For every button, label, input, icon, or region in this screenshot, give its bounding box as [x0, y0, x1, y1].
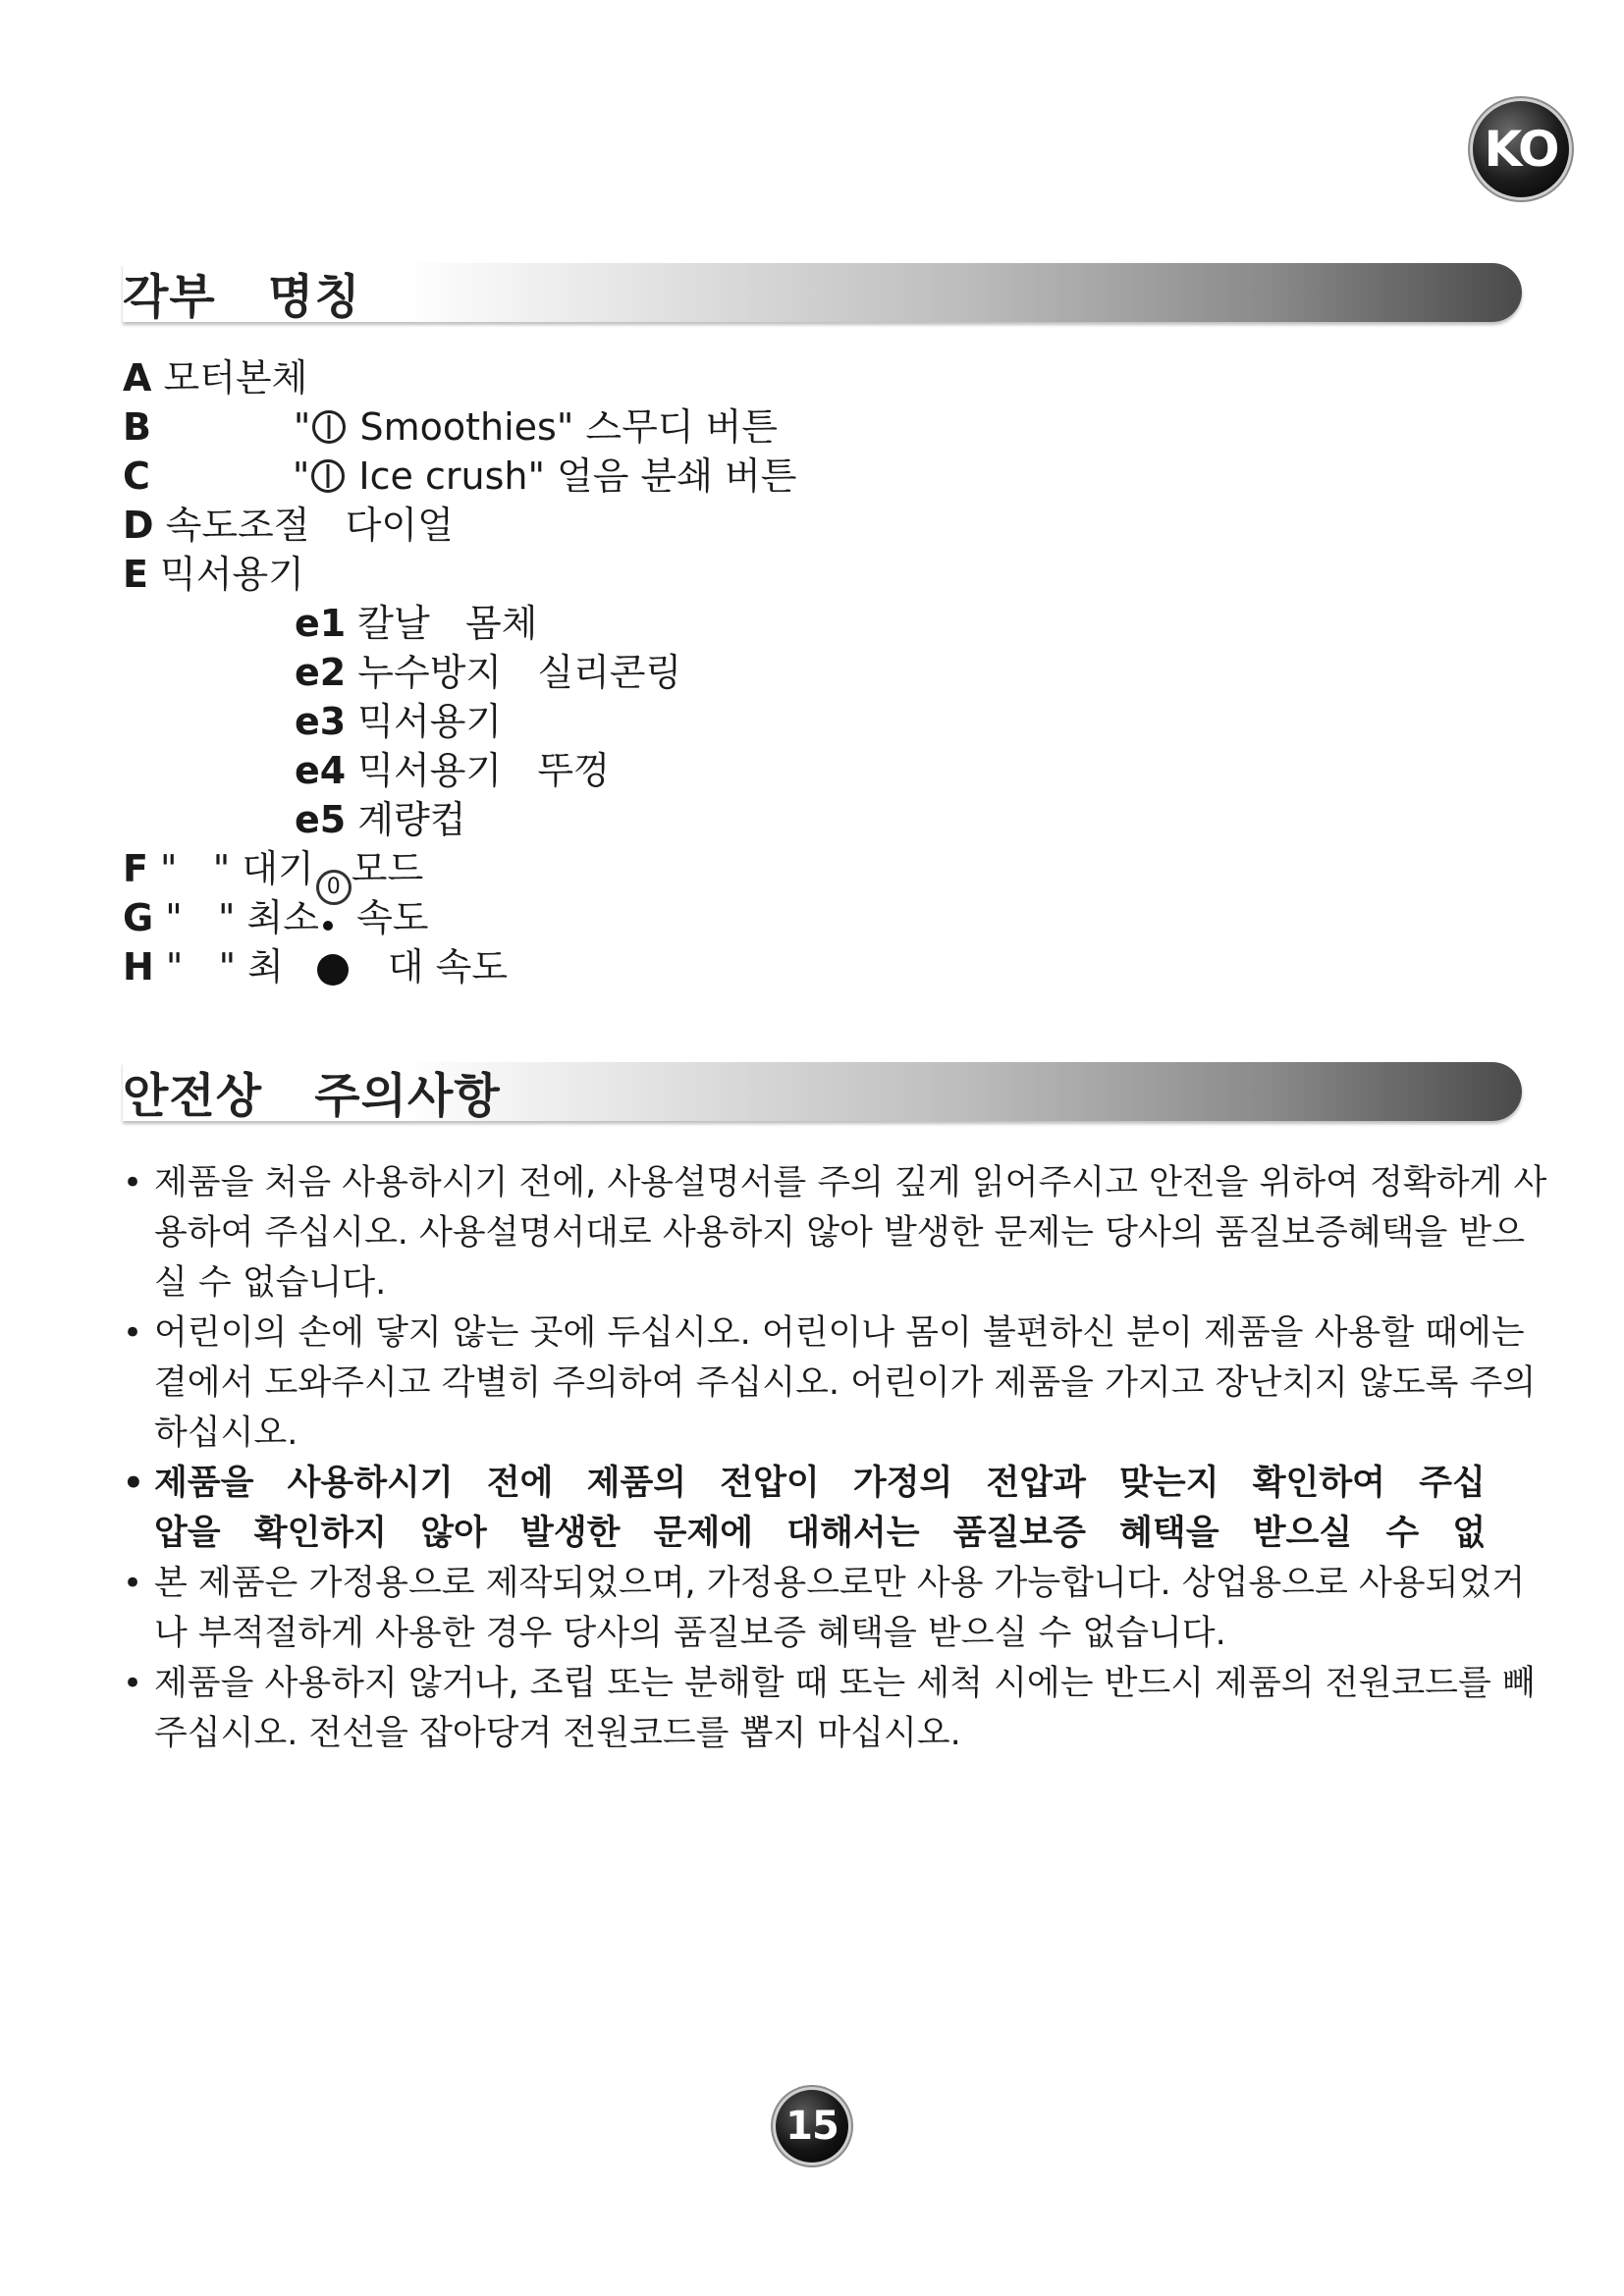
part-text: 속도	[344, 896, 429, 939]
page-number: 15	[776, 2090, 848, 2163]
part-quote: " " 최	[153, 945, 284, 988]
part-row-c	[123, 452, 1399, 501]
blade-icon	[311, 459, 345, 493]
part-letter: e5	[295, 798, 347, 841]
part-row-d	[123, 501, 1399, 550]
part-text: 믹서용기 뚜껑	[346, 749, 610, 792]
safety-bold-line: • 제품을 사용하시기 전에 제품의 전압이 가정의 전압과 맞는지 확인하여 주십	[154, 1464, 1486, 1503]
part-row-e2	[123, 648, 1399, 697]
part-row-f	[123, 844, 1399, 899]
safety-bullet: • 제품을 처음 사용하시기 전에, 사용설명서를 주의 깊게 읽어주시고 안전을 위하여 정확하게 사용하여 주십시오. 사용설명서대로 사용하지 않아 발생한 문제는 당사의 품질보증혜택을 받으실 수 없습니다.	[123, 1158, 1548, 1308]
large-dot-icon	[317, 954, 349, 986]
section-header-parts	[123, 263, 1522, 325]
part-row-e5	[123, 795, 1399, 844]
part-letter: A	[123, 356, 152, 400]
part-text: 칼날 몸체	[346, 602, 538, 645]
part-quote: " " 대기	[147, 847, 314, 890]
part-text: 믹서용기	[147, 553, 304, 596]
safety-bullet: • 어린이의 손에 닿지 않는 곳에 두십시오. 어린이나 몸이 불편하신 분이 제품을 사용할 때에는 곁에서 도와주시고 각별히 주의하여 주십시오. 어린이가 제품을 가지고 장난치지 않도록 주의하십시오.	[123, 1308, 1548, 1459]
part-text: 누수방지 실리콘링	[346, 651, 682, 694]
parts-list	[123, 353, 1399, 991]
safety-bullet-bold	[123, 1459, 1624, 1559]
part-letter: F	[123, 847, 148, 890]
safety-list	[123, 1158, 1596, 1759]
small-dot-icon	[323, 921, 333, 931]
section-title-safety: 안전상 주의사항	[123, 1068, 501, 1124]
part-letter: C	[123, 454, 150, 498]
part-row-a	[123, 353, 1399, 402]
part-letter: G	[123, 896, 154, 939]
part-text: Smoothies" 스무디 버튼	[348, 405, 779, 449]
blade-icon	[312, 410, 346, 444]
section-header-safety	[123, 1062, 1522, 1124]
part-letter: D	[123, 504, 154, 547]
part-row-e1	[123, 599, 1399, 648]
safety-bullet: • 제품을 사용하지 않거나, 조립 또는 분해할 때 또는 세척 시에는 반드시 제품의 전원코드를 빼주십시오. 전선을 잡아당겨 전원코드를 뽑지 마십시오.	[123, 1659, 1548, 1759]
section-title-parts: 각부 명칭	[123, 269, 361, 325]
part-row-e3	[123, 697, 1399, 746]
part-text: 계량컵	[346, 798, 466, 841]
part-quote: "	[150, 405, 311, 449]
part-row-g	[123, 893, 1399, 942]
part-text: 모드	[351, 847, 424, 890]
part-letter: e1	[295, 602, 347, 645]
part-text: 대 속도	[387, 945, 509, 988]
part-row-e	[123, 550, 1399, 599]
part-letter: H	[123, 945, 154, 988]
part-text: 믹서용기	[346, 700, 503, 743]
part-letter: B	[123, 405, 151, 449]
part-text: Ice crush" 얼음 분쇄 버튼	[347, 454, 797, 498]
part-letter: e4	[295, 749, 347, 792]
part-row-b	[123, 402, 1399, 452]
language-badge: KO	[1473, 101, 1569, 197]
standby-zero-icon: 0	[316, 870, 352, 905]
part-text: 모터본체	[151, 356, 308, 400]
safety-bold-line: 압을 확인하지 않아 발생한 문제에 대해서는 품질보증 혜택을 받으실 수 없	[154, 1514, 1487, 1553]
part-quote: "	[149, 454, 310, 498]
safety-bullet: • 본 제품은 가정용으로 제작되었으며, 가정용으로만 사용 가능합니다. 상업용으로 사용되었거나 부적절하게 사용한 경우 당사의 품질보증 혜택을 받으실 수 없습니다.	[123, 1559, 1548, 1659]
part-letter: e3	[295, 700, 347, 743]
part-letter: e2	[295, 651, 347, 694]
part-text: 속도조절 다이얼	[153, 504, 454, 547]
part-quote: " " 최소	[153, 896, 319, 939]
part-row-h	[123, 942, 1399, 991]
part-row-e4	[123, 746, 1399, 795]
part-letter: E	[123, 553, 148, 596]
